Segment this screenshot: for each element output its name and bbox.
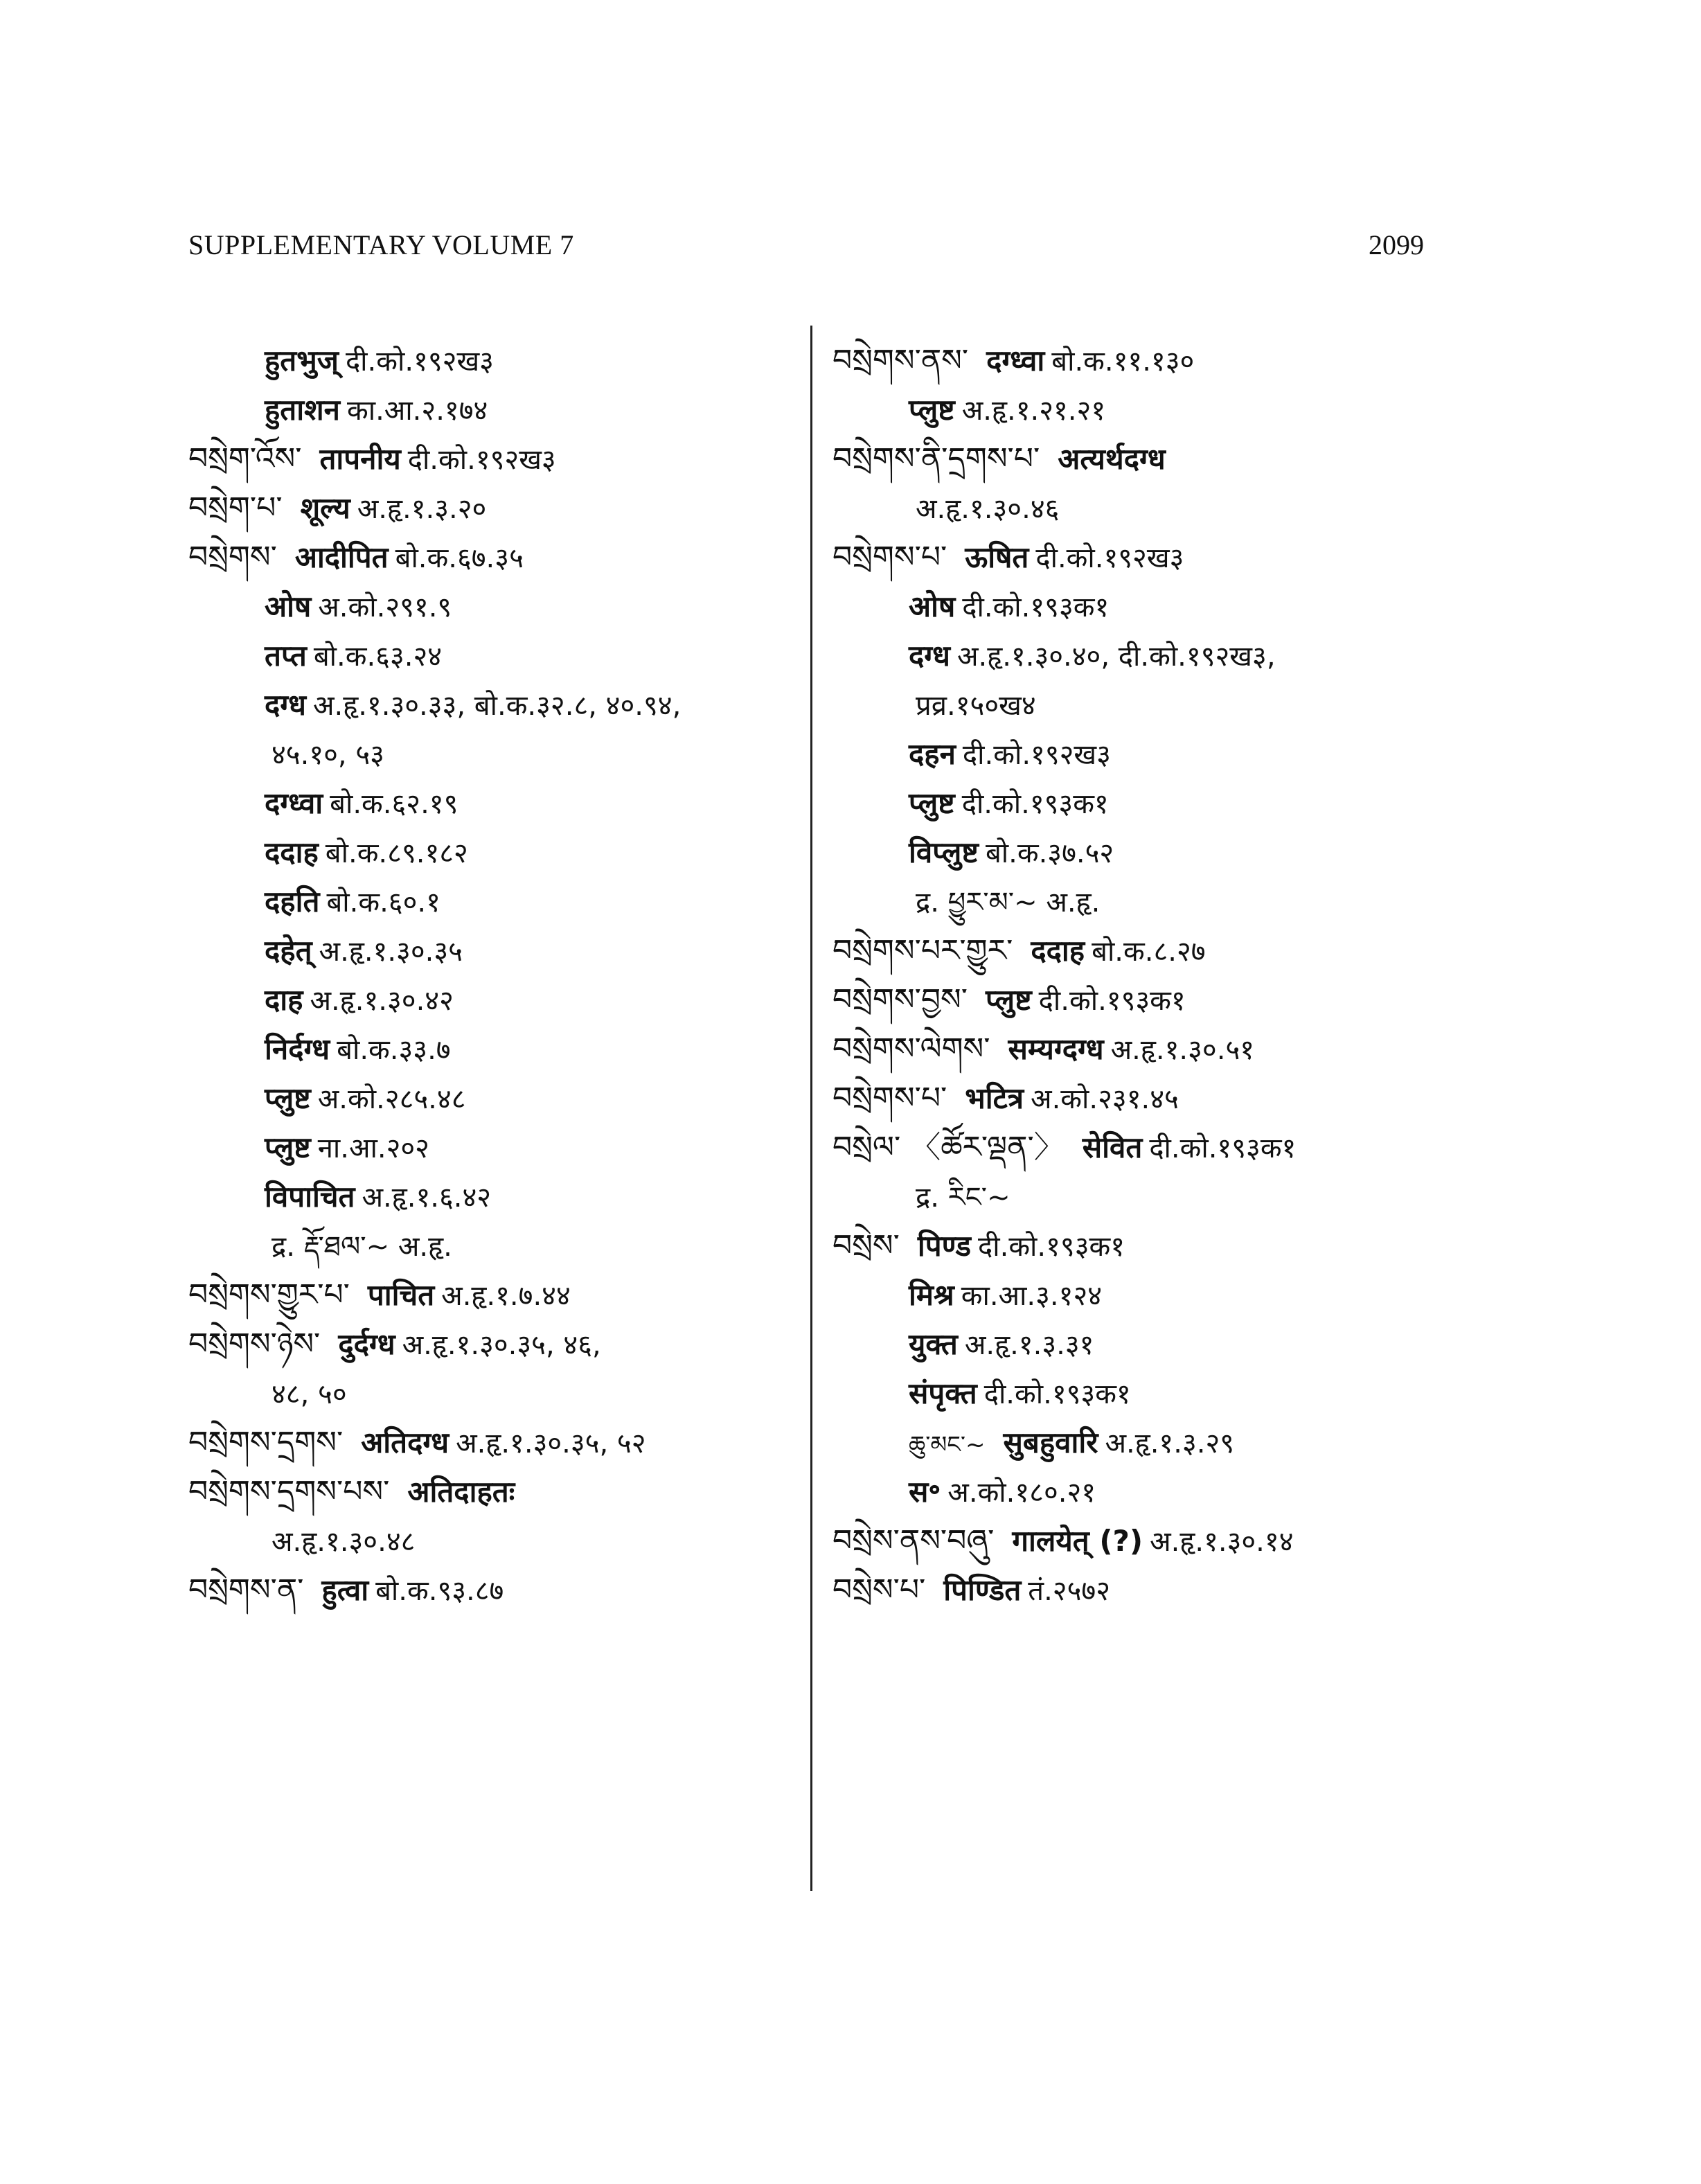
source-reference: अ.हृ.१.३०.४६ [916,493,1060,525]
entry-subline [188,1369,798,1418]
sanskrit-equivalent: शूल्य [300,491,350,525]
sanskrit-equivalent: मिश्र [909,1278,954,1312]
entry-subline [188,680,798,729]
entry-subline [188,336,798,385]
sanskrit-equivalent: दुर्दग्ध [338,1327,395,1361]
entry-subline [832,582,1442,631]
tibetan-headword: བསྲེལ་ 〈ཚོར་ལྡན་〉 [832,1130,1065,1165]
sanskrit-equivalent: दग्ध्वा [265,786,323,820]
sanskrit-equivalent: ददाह [265,835,319,869]
entry-subline [832,1172,1442,1221]
sanskrit-equivalent: ओष [909,589,956,623]
sanskrit-equivalent: सम्यग्दग्ध [1008,1032,1104,1066]
source-reference: बो.क.३७.५२ [985,837,1114,869]
sanskrit-equivalent: हुताशन [265,393,340,427]
tibetan-headword: བསྲེགས་ [188,540,277,575]
source-reference: अ.हृ.१.६.४२ [362,1182,492,1214]
entry-headword-line [188,1467,798,1516]
source-reference: बो.क.६०.१ [326,887,440,918]
left-column [188,336,798,1615]
entry-subline [832,828,1442,877]
entry-subline [188,582,798,631]
entry-subline [188,1221,798,1270]
entry-subline [188,1024,798,1074]
source-reference: दी.को.१९३क१ [1038,985,1186,1017]
source-reference: बो.क.८.२७ [1092,936,1206,968]
sanskrit-equivalent: प्लुष्ट [985,983,1032,1017]
tibetan-headword: བསྲེགས་ལེགས་ [832,1031,990,1067]
entry-subline [832,483,1442,533]
entry-subline [188,975,798,1024]
entry-subline [832,729,1442,779]
entry-headword-line [188,533,798,582]
entry-subline [832,1369,1442,1418]
running-head: SUPPLEMENTARY VOLUME 7 [188,229,574,260]
source-reference: दी.को.१९३क१ [961,788,1109,820]
source-reference: द्र. རྡོ་ཐལ་~ अ.हृ. [271,1231,452,1263]
sanskrit-equivalent: भटित्र [965,1081,1024,1115]
sanskrit-equivalent: तप्त [265,639,307,673]
entry-headword-line [832,975,1442,1024]
sanskrit-equivalent: विपाचित [265,1180,355,1214]
entry-headword-line [832,1123,1442,1172]
entry-headword-line [832,1221,1442,1270]
entry-headword-line [188,483,798,533]
source-reference: का.आ.३.१२४ [961,1280,1103,1312]
source-reference: बो.क.६२.१९ [330,788,458,820]
entry-subline [188,828,798,877]
source-reference: दी.को.१९२ख३ [962,739,1111,771]
source-reference: अ.हृ.१.३.२९ [1105,1428,1235,1459]
source-reference: दी.को.१९२ख३ [407,444,556,476]
source-reference: अ.हृ.१.३०.३३, बो.क.३२.८, ४०.९४, [312,690,682,722]
entry-headword-line [832,533,1442,582]
entry-headword-line [832,1516,1442,1565]
source-reference: अ.हृ.१.२१.२१ [961,395,1106,427]
entry-subline [832,877,1442,926]
sanskrit-equivalent: ओष [265,589,312,623]
entry-subline [188,779,798,828]
source-reference: तं.२५७२ [1028,1575,1110,1607]
entry-subline [188,1516,798,1565]
tibetan-headword: ཆུ་མང་~ [909,1431,986,1459]
entry-headword-line [832,1024,1442,1074]
sanskrit-equivalent: तापनीय [319,442,401,476]
tibetan-headword: བསྲེགས་པར་གྱུར་ [832,933,1013,968]
sanskrit-equivalent: गालयेत् (?) [1012,1524,1143,1558]
entry-headword-line [832,1074,1442,1123]
sanskrit-equivalent: अतिदाहतः [407,1475,515,1509]
source-reference: अ.को.१८०.२१ [947,1477,1096,1509]
entry-subline [832,680,1442,729]
source-reference: अ.हृ.१.३०.३५ [319,936,463,968]
source-reference: दी.को.१९२ख३ [345,346,494,378]
entry-headword-line [188,1270,798,1320]
sanskrit-equivalent: निर्दग्ध [265,1032,330,1066]
entry-subline [188,1172,798,1221]
entry-subline [188,1123,798,1172]
source-reference: दी.को.१९३क१ [978,1231,1125,1263]
source-reference: द्र. རིང་~ [916,1182,1010,1214]
sanskrit-equivalent: युक्त [909,1327,958,1361]
entry-subline [832,1270,1442,1320]
source-reference: का.आ.२.१७४ [347,395,488,427]
right-column [832,336,1442,1615]
tibetan-headword: བསྲེགས་པ་ [832,540,947,575]
sanskrit-equivalent: सुबहुवारि [1003,1426,1098,1459]
entry-subline [832,1320,1442,1369]
sanskrit-equivalent: पिण्ड [917,1229,972,1263]
source-reference: अ.हृ.१.३०.४८ [271,1526,416,1558]
source-reference: अ.हृ.१.३.३१ [964,1329,1094,1361]
tibetan-headword: བསྲེགས་བྱས་ [832,982,968,1018]
source-reference: बो.क.९३.८७ [375,1575,504,1607]
sanskrit-equivalent: दाह [265,983,303,1017]
entry-subline [832,779,1442,828]
entry-subline [188,385,798,434]
source-reference: ४८, ५० [271,1378,347,1410]
entry-subline [188,631,798,680]
source-reference: बो.क.६७.३५ [395,542,524,574]
sanskrit-equivalent: ऊषित [965,540,1029,574]
tibetan-headword: བསྲེགས་ན་ [188,1572,304,1608]
entry-subline [188,926,798,975]
entry-headword-line [188,434,798,483]
sanskrit-equivalent: हुत्वा [321,1573,369,1607]
source-reference: अ.हृ.१.३०.३५, ४६, [402,1329,601,1361]
source-reference: अ.को.२३१.४५ [1031,1083,1179,1115]
source-reference: अ.को.२८५.४८ [317,1083,466,1115]
sanskrit-equivalent: प्लुष्ट [909,393,955,427]
sanskrit-equivalent: पिण्डित [943,1573,1022,1607]
tibetan-headword: བསྲེགས་ནི་དྲགས་པ་ [832,441,1040,477]
entry-subline [832,631,1442,680]
tibetan-headword: བསྲེགས་པ་ [832,1081,947,1116]
sanskrit-equivalent: दग्ध [909,639,950,673]
source-reference: बो.क.६३.२४ [313,641,443,673]
sanskrit-equivalent: प्लुष्ट [909,786,955,820]
tibetan-headword: བསྲེག་འོས་ [188,441,302,477]
entry-subline [832,1418,1442,1467]
entry-subline [188,877,798,926]
entry-subline [188,729,798,779]
source-reference: दी.को.१९३क१ [983,1378,1131,1410]
tibetan-headword: བསྲེག་པ་ [188,490,283,526]
source-reference: अ.हृ.१.३०.४०, दी.को.१९२ख३, [956,641,1276,673]
sanskrit-equivalent: आदीपित [294,540,389,574]
entry-subline [188,1074,798,1123]
sanskrit-equivalent: पाचित [367,1278,435,1312]
tibetan-headword: བསྲེས་པ་ [832,1572,926,1608]
tibetan-headword: བསྲེགས་དྲགས་པས་ [188,1474,390,1509]
source-reference: अ.हृ.१.३०.४२ [310,985,454,1017]
sanskrit-equivalent: सेवित [1082,1130,1143,1164]
source-reference: दी.को.१९२ख३ [1035,542,1184,574]
tibetan-headword: བསྲེས་ [832,1228,900,1263]
sanskrit-equivalent: दहन [909,737,956,771]
sanskrit-equivalent: अत्यर्थदग्ध [1058,442,1166,476]
source-reference: अ.हृ.१.७.४४ [441,1280,571,1312]
entry-subline [832,385,1442,434]
column-divider [810,326,812,1891]
entry-headword-line [832,1565,1442,1615]
page-number: 2099 [1369,229,1424,260]
source-reference: बो.क.११.१३० [1051,346,1195,378]
tibetan-headword: བསྲེགས་གྱུར་པ་ [188,1277,350,1313]
source-reference: द्र. ཕྱུར་མ་~ अ.हृ. [916,887,1101,918]
source-reference: ना.आ.२०२ [317,1133,429,1164]
sanskrit-equivalent: स॰ [909,1475,941,1509]
entry-headword-line [188,1565,798,1615]
tibetan-headword: བསྲེས་ནས་བཞུ་ [832,1523,995,1559]
source-reference: ४५.१०, ५३ [271,739,384,771]
sanskrit-equivalent: दहति [265,885,320,918]
sanskrit-equivalent: दहेत् [265,934,312,968]
tibetan-headword: བསྲེགས་དྲགས་ [188,1425,344,1460]
source-reference: अ.हृ.१.३०.५१ [1110,1034,1255,1066]
entry-headword-line [832,926,1442,975]
source-reference: अ.को.२९१.९ [318,592,452,623]
sanskrit-equivalent: संपृक्त [909,1376,977,1410]
source-reference: दी.को.१९३क१ [962,592,1110,623]
sanskrit-equivalent: ददाह [1031,934,1085,968]
tibetan-headword: བསྲེགས་ཉེས་ [188,1326,321,1362]
source-reference: प्रव्र.१५०ख४ [916,690,1036,722]
source-reference: अ.हृ.१.३०.३५, ५२ [456,1428,646,1459]
sanskrit-equivalent: प्लुष्ट [265,1081,311,1115]
source-reference: अ.हृ.१.३०.१४ [1150,1526,1294,1558]
sanskrit-equivalent: हुतभुज् [265,344,339,378]
source-reference: बो.क.८९.१८२ [325,837,468,869]
entry-headword-line [188,1418,798,1467]
sanskrit-equivalent: अतिदग्ध [361,1426,449,1459]
entry-headword-line [188,1320,798,1369]
entry-headword-line [832,336,1442,385]
sanskrit-equivalent: दग्ध्वा [986,344,1045,378]
sanskrit-equivalent: दग्ध [265,688,306,722]
source-reference: अ.हृ.१.३.२० [357,493,487,525]
sanskrit-equivalent: विप्लुष्ट [909,835,979,869]
entry-subline [832,1467,1442,1516]
source-reference: दी.को.१९३क१ [1149,1133,1297,1164]
sanskrit-equivalent: प्लुष्ट [265,1130,311,1164]
source-reference: बो.क.३३.७ [337,1034,451,1066]
tibetan-headword: བསྲེགས་ནས་ [832,343,969,378]
entry-headword-line [832,434,1442,483]
